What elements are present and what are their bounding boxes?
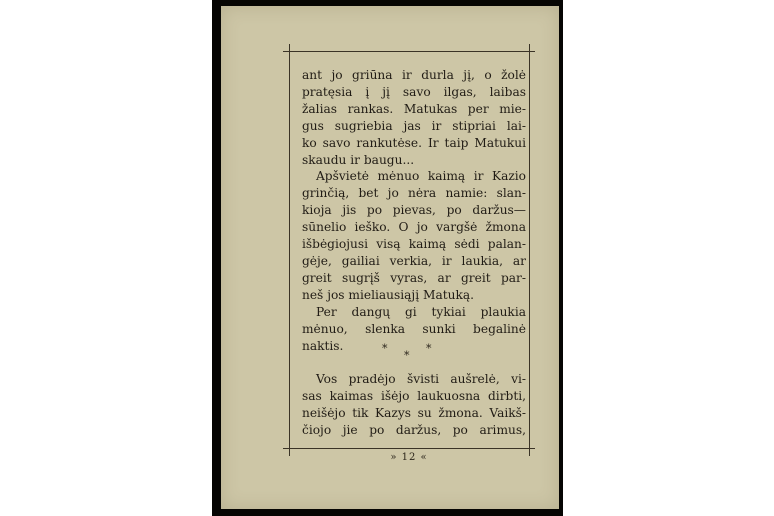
text-line: ant jo griūna ir durla jį, o žolė	[302, 68, 526, 82]
frame-bottom-rule	[283, 448, 535, 449]
text-line: sas kaimas išėjo laukuosna dirbti,	[302, 388, 526, 403]
text-line: neišėjo tik Kazys su žmona. Vaikš-	[302, 405, 526, 420]
frame-top-rule	[283, 51, 535, 52]
text-line: greit sugrįš vyras, ar greit par-	[302, 270, 526, 285]
text-line: Apšvietė mėnuo kaimą ir Kazio	[316, 169, 526, 184]
text-line: žalias rankas. Matukas per mie-	[302, 101, 526, 116]
text-line: mėnuo, slenka sunki begalinė	[302, 321, 526, 336]
text-line: išbėgiojusi visą kaimą sėdi palan-	[302, 237, 526, 252]
text-line: naktis.	[302, 338, 344, 353]
text-line: Per dangų gi tykiai plaukia	[316, 304, 526, 319]
text-line: neš jos mieliausiąjį Matuką.	[302, 287, 474, 302]
text-line: sūnelio ieško. O jo vargšė žmona	[302, 220, 526, 235]
text-line: grinčią, bet jo nėra namie: slan-	[302, 186, 526, 201]
page-number: » 12 «	[390, 452, 428, 463]
section-break-stars	[376, 342, 440, 362]
star-mark: *	[426, 342, 432, 355]
frame-left-rule	[289, 44, 290, 456]
star-mark: *	[404, 349, 410, 362]
text-line: pratęsia į jį savo ilgas, laibas	[302, 84, 526, 99]
text-block-bottom	[302, 371, 526, 439]
text-line: gus sugriebia jas ir stipriai lai-	[302, 118, 526, 133]
text-block-top	[302, 67, 526, 354]
text-line: skaudu ir baugu...	[302, 152, 415, 167]
text-line: gėje, gailiai verkia, ir laukia, ar	[302, 253, 526, 268]
text-line: čiojo jie po daržus, po arimus,	[302, 422, 526, 437]
frame-right-rule	[529, 44, 530, 456]
text-line: kioja jis po pievas, po daržus—	[302, 203, 526, 218]
star-mark: *	[382, 342, 388, 355]
text-line: ko savo rankutėse. Ir taip Matukui	[302, 135, 526, 150]
text-line: Vos pradėjo švisti aušrelė, vi-	[316, 372, 526, 386]
